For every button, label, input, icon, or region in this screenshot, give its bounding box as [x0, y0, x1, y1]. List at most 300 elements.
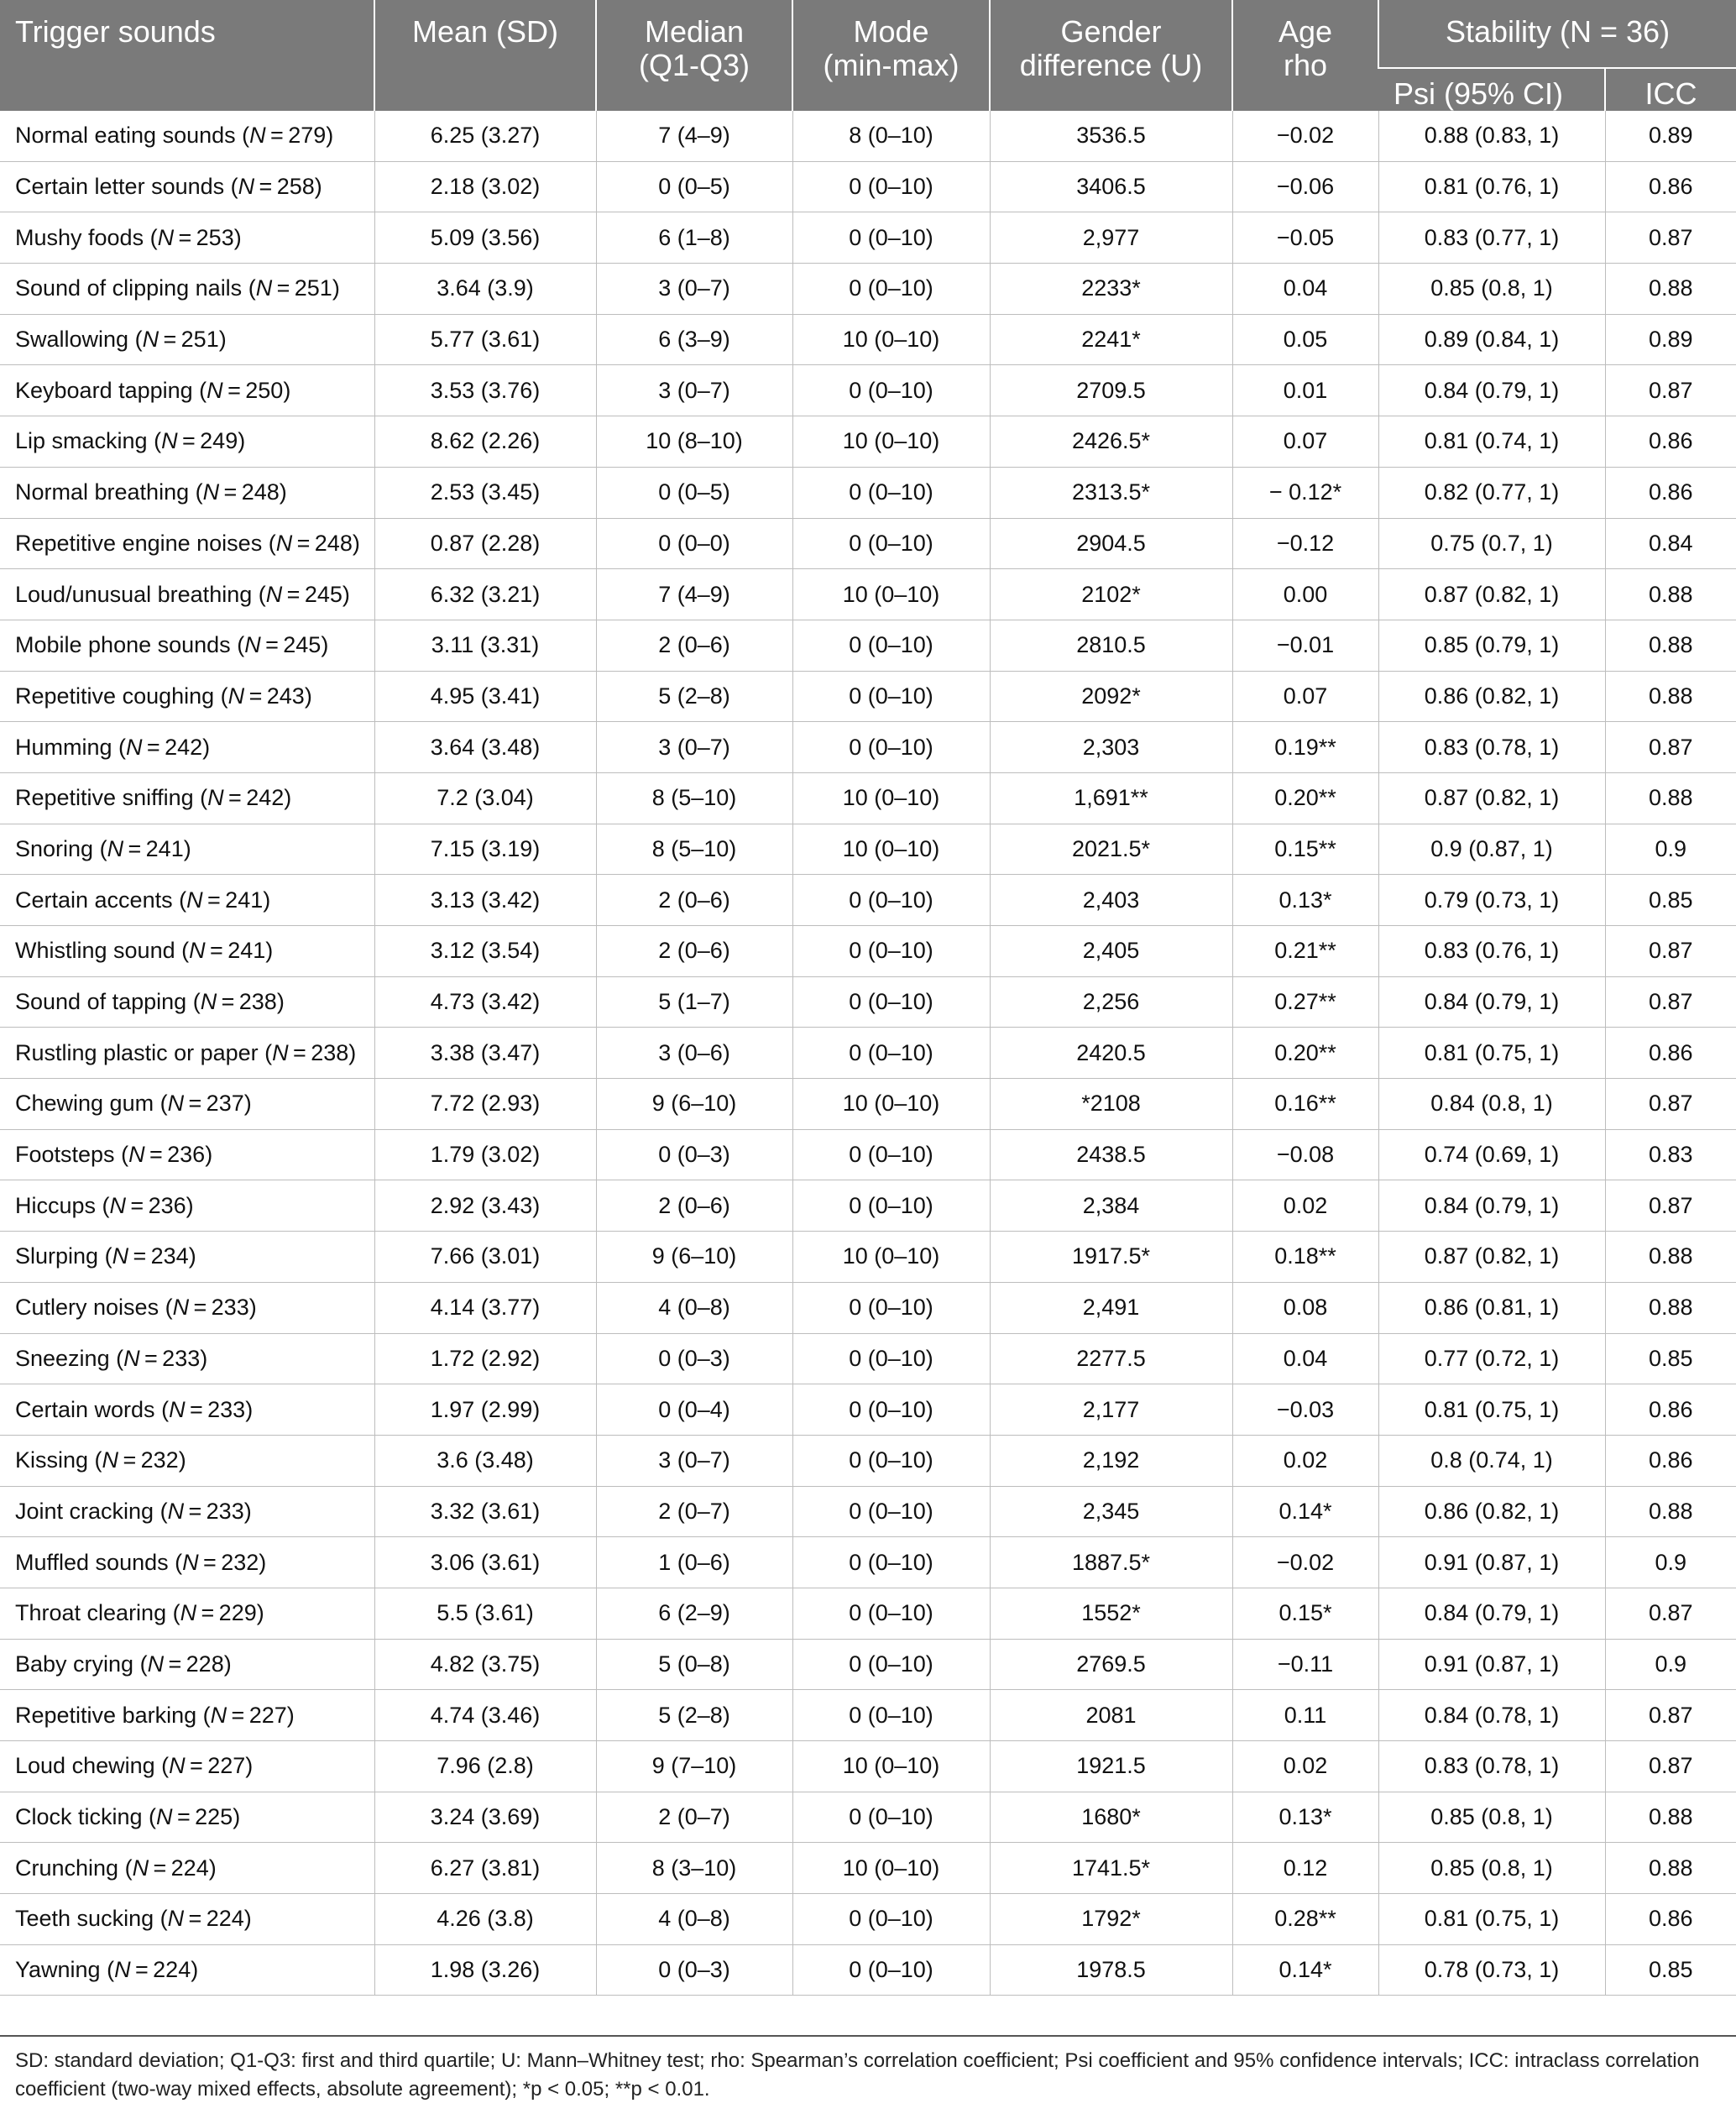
sample-size: 241: [225, 887, 264, 913]
cell-mean-sd: 4.95 (3.41): [374, 671, 596, 722]
table-row: [0, 1384, 1736, 1436]
cell-trigger-sound: Sound of tapping (N = 238): [0, 976, 374, 1028]
cell-mode: 0 (0–10): [792, 1588, 990, 1639]
cell-trigger-sound: Cutlery noises (N = 233): [0, 1282, 374, 1333]
cell-age-rho: −0.12: [1232, 518, 1378, 569]
cell-mean-sd: 7.15 (3.19): [374, 824, 596, 875]
cell-trigger-sound: Mobile phone sounds (N = 245): [0, 620, 374, 671]
cell-gender-difference: 2709.5: [990, 365, 1232, 416]
cell-mean-sd: 6.32 (3.21): [374, 569, 596, 620]
cell-age-rho: 0.08: [1232, 1282, 1378, 1333]
cell-icc: 0.87: [1605, 1690, 1736, 1741]
cell-mode: 10 (0–10): [792, 1079, 990, 1130]
sample-size: 234: [150, 1243, 189, 1269]
cell-median: 2 (0–7): [596, 1792, 792, 1843]
cell-gender-difference: 1,691**: [990, 772, 1232, 824]
cell-psi: 0.77 (0.72, 1): [1378, 1333, 1605, 1384]
cell-age-rho: 0.27**: [1232, 976, 1378, 1028]
table-row: [0, 467, 1736, 518]
cell-age-rho: 0.13*: [1232, 1792, 1378, 1843]
cell-median: 6 (2–9): [596, 1588, 792, 1639]
cell-psi: 0.84 (0.79, 1): [1378, 1588, 1605, 1639]
trigger-name: Certain words: [15, 1396, 155, 1422]
cell-mean-sd: 3.11 (3.31): [374, 620, 596, 671]
cell-gender-difference: 2241*: [990, 314, 1232, 365]
cell-mean-sd: 4.74 (3.46): [374, 1690, 596, 1741]
sample-size: 250: [245, 377, 284, 403]
cell-age-rho: 0.04: [1232, 264, 1378, 315]
sample-size: 224: [170, 1855, 209, 1881]
cell-mode: 0 (0–10): [792, 1639, 990, 1690]
cell-trigger-sound: Clock ticking (N = 225): [0, 1792, 374, 1843]
cell-gender-difference: 1887.5*: [990, 1537, 1232, 1588]
cell-trigger-sound: Repetitive coughing (N = 243): [0, 671, 374, 722]
cell-mode: 0 (0–10): [792, 365, 990, 416]
trigger-name: Slurping: [15, 1243, 99, 1269]
cell-icc: 0.87: [1605, 976, 1736, 1028]
trigger-name: Sneezing: [15, 1345, 110, 1371]
cell-age-rho: −0.02: [1232, 1537, 1378, 1588]
cell-icc: 0.87: [1605, 926, 1736, 977]
cell-icc: 0.87: [1605, 365, 1736, 416]
sample-size: 233: [207, 1396, 246, 1422]
sample-size: 242: [246, 785, 285, 811]
cell-median: 4 (0–8): [596, 1894, 792, 1945]
table-row: [0, 1639, 1736, 1690]
cell-mean-sd: 6.27 (3.81): [374, 1843, 596, 1894]
sample-size: 251: [294, 275, 332, 301]
sample-size: 251: [180, 327, 219, 353]
cell-psi: 0.9 (0.87, 1): [1378, 824, 1605, 875]
cell-trigger-sound: Humming (N = 242): [0, 722, 374, 773]
cell-median: 9 (6–10): [596, 1232, 792, 1283]
cell-icc: 0.89: [1605, 314, 1736, 365]
cell-median: 0 (0–3): [596, 1944, 792, 1996]
cell-median: 3 (0–7): [596, 264, 792, 315]
cell-psi: 0.75 (0.7, 1): [1378, 518, 1605, 569]
cell-psi: 0.81 (0.75, 1): [1378, 1028, 1605, 1079]
cell-trigger-sound: Kissing (N = 232): [0, 1435, 374, 1486]
cell-median: 3 (0–6): [596, 1028, 792, 1079]
sample-size: 233: [162, 1345, 201, 1371]
cell-psi: 0.81 (0.76, 1): [1378, 161, 1605, 212]
cell-psi: 0.84 (0.8, 1): [1378, 1079, 1605, 1130]
table-row: [0, 1282, 1736, 1333]
cell-gender-difference: 2313.5*: [990, 467, 1232, 518]
cell-median: 9 (7–10): [596, 1741, 792, 1792]
cell-mean-sd: 8.62 (2.26): [374, 416, 596, 468]
table-row: [0, 976, 1736, 1028]
table-row: [0, 416, 1736, 468]
cell-mean-sd: 2.18 (3.02): [374, 161, 596, 212]
cell-median: 0 (0–4): [596, 1384, 792, 1436]
cell-gender-difference: 2426.5*: [990, 416, 1232, 468]
cell-median: 8 (5–10): [596, 824, 792, 875]
cell-trigger-sound: Teeth sucking (N = 224): [0, 1894, 374, 1945]
trigger-name: Teeth sucking: [15, 1906, 154, 1932]
cell-age-rho: 0.02: [1232, 1741, 1378, 1792]
cell-mean-sd: 3.13 (3.42): [374, 875, 596, 926]
cell-icc: 0.88: [1605, 1282, 1736, 1333]
sample-size: 242: [165, 734, 203, 760]
cell-gender-difference: 2420.5: [990, 1028, 1232, 1079]
cell-mean-sd: 3.64 (3.9): [374, 264, 596, 315]
sample-size: 248: [314, 530, 353, 556]
cell-age-rho: 0.15*: [1232, 1588, 1378, 1639]
table-row: [0, 1588, 1736, 1639]
cell-icc: 0.86: [1605, 1028, 1736, 1079]
cell-gender-difference: 2081: [990, 1690, 1232, 1741]
cell-mean-sd: 1.72 (2.92): [374, 1333, 596, 1384]
cell-median: 5 (2–8): [596, 671, 792, 722]
cell-psi: 0.87 (0.82, 1): [1378, 772, 1605, 824]
cell-psi: 0.87 (0.82, 1): [1378, 569, 1605, 620]
cell-icc: 0.87: [1605, 1588, 1736, 1639]
cell-mode: 0 (0–10): [792, 722, 990, 773]
cell-trigger-sound: Repetitive sniffing (N = 242): [0, 772, 374, 824]
cell-mean-sd: 7.66 (3.01): [374, 1232, 596, 1283]
table-row: [0, 620, 1736, 671]
sample-size: 237: [206, 1091, 244, 1117]
cell-mean-sd: 7.96 (2.8): [374, 1741, 596, 1792]
cell-mean-sd: 0.87 (2.28): [374, 518, 596, 569]
cell-trigger-sound: Repetitive barking (N = 227): [0, 1690, 374, 1741]
cell-median: 7 (4–9): [596, 569, 792, 620]
sample-size: 228: [186, 1651, 224, 1677]
cell-age-rho: 0.20**: [1232, 1028, 1378, 1079]
sample-size: 232: [140, 1447, 179, 1473]
trigger-name: Loud chewing: [15, 1753, 155, 1779]
trigger-name: Humming: [15, 734, 112, 760]
sample-size: 227: [207, 1753, 246, 1779]
cell-gender-difference: 2810.5: [990, 620, 1232, 671]
table-row: [0, 1894, 1736, 1945]
cell-trigger-sound: Certain letter sounds (N = 258): [0, 161, 374, 212]
cell-mean-sd: 3.24 (3.69): [374, 1792, 596, 1843]
trigger-name: Repetitive engine noises: [15, 530, 263, 556]
cell-psi: 0.81 (0.74, 1): [1378, 416, 1605, 468]
cell-icc: 0.83: [1605, 1129, 1736, 1180]
cell-age-rho: 0.28**: [1232, 1894, 1378, 1945]
cell-mean-sd: 4.26 (3.8): [374, 1894, 596, 1945]
cell-trigger-sound: Sneezing (N = 233): [0, 1333, 374, 1384]
cell-icc: 0.85: [1605, 875, 1736, 926]
cell-mean-sd: 2.92 (3.43): [374, 1180, 596, 1232]
cell-median: 7 (4–9): [596, 111, 792, 161]
trigger-name: Swallowing: [15, 327, 129, 353]
trigger-name: Baby crying: [15, 1651, 134, 1677]
cell-trigger-sound: Footsteps (N = 236): [0, 1129, 374, 1180]
cell-age-rho: 0.11: [1232, 1690, 1378, 1741]
cell-median: 5 (2–8): [596, 1690, 792, 1741]
trigger-name: Loud/unusual breathing: [15, 581, 253, 607]
cell-gender-difference: 2,977: [990, 212, 1232, 264]
trigger-name: Hiccups: [15, 1192, 97, 1218]
cell-mean-sd: 3.53 (3.76): [374, 365, 596, 416]
cell-gender-difference: 1921.5: [990, 1741, 1232, 1792]
cell-age-rho: 0.14*: [1232, 1944, 1378, 1996]
trigger-name: Muffled sounds: [15, 1549, 169, 1575]
table-row: [0, 569, 1736, 620]
cell-mode: 10 (0–10): [792, 569, 990, 620]
trigger-name: Normal breathing: [15, 479, 190, 505]
table-row: [0, 1741, 1736, 1792]
sample-size: 225: [195, 1804, 233, 1830]
table-row: [0, 875, 1736, 926]
cell-trigger-sound: Sound of clipping nails (N = 251): [0, 264, 374, 315]
header-mode: Mode (min-max): [792, 0, 990, 111]
cell-mean-sd: 3.32 (3.61): [374, 1486, 596, 1537]
cell-trigger-sound: Lip smacking (N = 249): [0, 416, 374, 468]
cell-trigger-sound: Crunching (N = 224): [0, 1843, 374, 1894]
cell-icc: 0.86: [1605, 1384, 1736, 1436]
trigger-name: Keyboard tapping: [15, 377, 193, 403]
cell-median: 2 (0–6): [596, 926, 792, 977]
cell-gender-difference: 1978.5: [990, 1944, 1232, 1996]
table-row: [0, 518, 1736, 569]
cell-psi: 0.74 (0.69, 1): [1378, 1129, 1605, 1180]
cell-median: 2 (0–6): [596, 875, 792, 926]
cell-median: 4 (0–8): [596, 1282, 792, 1333]
cell-psi: 0.84 (0.78, 1): [1378, 1690, 1605, 1741]
cell-mode: 0 (0–10): [792, 1537, 990, 1588]
cell-gender-difference: 1917.5*: [990, 1232, 1232, 1283]
cell-mean-sd: 5.5 (3.61): [374, 1588, 596, 1639]
cell-trigger-sound: Muffled sounds (N = 232): [0, 1537, 374, 1588]
cell-icc: 0.88: [1605, 1843, 1736, 1894]
cell-psi: 0.82 (0.77, 1): [1378, 467, 1605, 518]
cell-age-rho: −0.03: [1232, 1384, 1378, 1436]
cell-mode: 0 (0–10): [792, 1944, 990, 1996]
cell-median: 1 (0–6): [596, 1537, 792, 1588]
cell-icc: 0.85: [1605, 1333, 1736, 1384]
cell-gender-difference: *2108: [990, 1079, 1232, 1130]
cell-trigger-sound: Keyboard tapping (N = 250): [0, 365, 374, 416]
cell-gender-difference: 1680*: [990, 1792, 1232, 1843]
table-row: [0, 1690, 1736, 1741]
table-row: [0, 365, 1736, 416]
cell-gender-difference: 2,384: [990, 1180, 1232, 1232]
cell-age-rho: 0.04: [1232, 1333, 1378, 1384]
cell-gender-difference: 2021.5*: [990, 824, 1232, 875]
trigger-name: Cutlery noises: [15, 1295, 159, 1321]
cell-age-rho: 0.15**: [1232, 824, 1378, 875]
table-row: [0, 1129, 1736, 1180]
cell-mode: 10 (0–10): [792, 1741, 990, 1792]
trigger-name: Certain accents: [15, 887, 173, 913]
cell-gender-difference: 2,256: [990, 976, 1232, 1028]
cell-icc: 0.86: [1605, 467, 1736, 518]
cell-median: 2 (0–6): [596, 620, 792, 671]
cell-icc: 0.87: [1605, 1180, 1736, 1232]
cell-trigger-sound: Rustling plastic or paper (N = 238): [0, 1028, 374, 1079]
cell-median: 2 (0–7): [596, 1486, 792, 1537]
cell-psi: 0.83 (0.77, 1): [1378, 212, 1605, 264]
header-psi: Psi (95% CI): [1378, 68, 1605, 111]
trigger-name: Footsteps: [15, 1142, 115, 1168]
cell-psi: 0.86 (0.81, 1): [1378, 1282, 1605, 1333]
cell-mean-sd: 7.72 (2.93): [374, 1079, 596, 1130]
sample-size: 224: [206, 1906, 244, 1932]
cell-trigger-sound: Mushy foods (N = 253): [0, 212, 374, 264]
trigger-name: Repetitive coughing: [15, 683, 215, 709]
trigger-name: Repetitive sniffing: [15, 785, 194, 811]
cell-icc: 0.86: [1605, 1894, 1736, 1945]
trigger-name: Clock ticking: [15, 1804, 143, 1830]
cell-gender-difference: 1741.5*: [990, 1843, 1232, 1894]
cell-trigger-sound: Normal breathing (N = 248): [0, 467, 374, 518]
cell-median: 3 (0–7): [596, 365, 792, 416]
cell-mode: 0 (0–10): [792, 926, 990, 977]
cell-gender-difference: 2102*: [990, 569, 1232, 620]
trigger-name: Normal eating sounds: [15, 123, 236, 149]
cell-mode: 0 (0–10): [792, 518, 990, 569]
trigger-name: Sound of clipping nails: [15, 275, 243, 301]
cell-mode: 0 (0–10): [792, 671, 990, 722]
cell-mode: 0 (0–10): [792, 467, 990, 518]
cell-trigger-sound: Whistling sound (N = 241): [0, 926, 374, 977]
table-row: [0, 1333, 1736, 1384]
cell-trigger-sound: Slurping (N = 234): [0, 1232, 374, 1283]
sample-size: 245: [304, 581, 342, 607]
cell-mean-sd: 6.25 (3.27): [374, 111, 596, 161]
table-row: [0, 1232, 1736, 1283]
cell-median: 10 (8–10): [596, 416, 792, 468]
cell-age-rho: 0.20**: [1232, 772, 1378, 824]
cell-mode: 0 (0–10): [792, 1129, 990, 1180]
cell-age-rho: 0.13*: [1232, 875, 1378, 926]
cell-gender-difference: 3536.5: [990, 111, 1232, 161]
table-row: [0, 1435, 1736, 1486]
cell-median: 2 (0–6): [596, 1180, 792, 1232]
cell-age-rho: 0.07: [1232, 416, 1378, 468]
cell-mode: 0 (0–10): [792, 212, 990, 264]
cell-mode: 0 (0–10): [792, 875, 990, 926]
cell-age-rho: −0.05: [1232, 212, 1378, 264]
cell-icc: 0.87: [1605, 722, 1736, 773]
cell-age-rho: −0.11: [1232, 1639, 1378, 1690]
cell-gender-difference: 2092*: [990, 671, 1232, 722]
cell-trigger-sound: Repetitive engine noises (N = 248): [0, 518, 374, 569]
cell-mean-sd: 5.77 (3.61): [374, 314, 596, 365]
cell-trigger-sound: Throat clearing (N = 229): [0, 1588, 374, 1639]
cell-mean-sd: 3.12 (3.54): [374, 926, 596, 977]
cell-mean-sd: 3.38 (3.47): [374, 1028, 596, 1079]
cell-icc: 0.86: [1605, 1435, 1736, 1486]
sample-size: 233: [206, 1498, 244, 1524]
cell-mode: 0 (0–10): [792, 264, 990, 315]
trigger-name: Certain letter sounds: [15, 174, 225, 200]
cell-psi: 0.79 (0.73, 1): [1378, 875, 1605, 926]
cell-age-rho: − 0.12*: [1232, 467, 1378, 518]
cell-mode: 0 (0–10): [792, 1894, 990, 1945]
cell-mean-sd: 4.73 (3.42): [374, 976, 596, 1028]
cell-mode: 10 (0–10): [792, 416, 990, 468]
cell-icc: 0.88: [1605, 1792, 1736, 1843]
cell-median: 9 (6–10): [596, 1079, 792, 1130]
sample-size: 258: [276, 174, 315, 200]
cell-trigger-sound: Yawning (N = 224): [0, 1944, 374, 1996]
cell-median: 8 (3–10): [596, 1843, 792, 1894]
trigger-name: Rustling plastic or paper: [15, 1039, 259, 1065]
cell-gender-difference: 1792*: [990, 1894, 1232, 1945]
cell-median: 3 (0–7): [596, 722, 792, 773]
cell-icc: 0.88: [1605, 1232, 1736, 1283]
cell-psi: 0.83 (0.76, 1): [1378, 926, 1605, 977]
cell-icc: 0.87: [1605, 1079, 1736, 1130]
cell-median: 8 (5–10): [596, 772, 792, 824]
sample-size: 238: [238, 989, 277, 1015]
cell-psi: 0.81 (0.75, 1): [1378, 1894, 1605, 1945]
cell-psi: 0.86 (0.82, 1): [1378, 1486, 1605, 1537]
cell-psi: 0.83 (0.78, 1): [1378, 722, 1605, 773]
table-row: [0, 1180, 1736, 1232]
cell-mean-sd: 7.2 (3.04): [374, 772, 596, 824]
cell-mode: 0 (0–10): [792, 1792, 990, 1843]
trigger-name: Snoring: [15, 835, 94, 861]
header-stability: Stability (N = 36): [1378, 0, 1736, 68]
cell-mean-sd: 3.06 (3.61): [374, 1537, 596, 1588]
cell-icc: 0.88: [1605, 264, 1736, 315]
sample-size: 227: [248, 1702, 287, 1728]
cell-mean-sd: 1.98 (3.26): [374, 1944, 596, 1996]
cell-gender-difference: 2,303: [990, 722, 1232, 773]
cell-gender-difference: 2277.5: [990, 1333, 1232, 1384]
cell-gender-difference: 2904.5: [990, 518, 1232, 569]
sample-size: 241: [145, 835, 184, 861]
sample-size: 224: [153, 1957, 191, 1983]
trigger-name: Lip smacking: [15, 428, 148, 454]
table-row: [0, 161, 1736, 212]
trigger-name: Crunching: [15, 1855, 119, 1881]
cell-age-rho: −0.01: [1232, 620, 1378, 671]
cell-trigger-sound: Loud chewing (N = 227): [0, 1741, 374, 1792]
cell-mode: 0 (0–10): [792, 1384, 990, 1436]
header-age-rho: Age rho: [1232, 0, 1378, 111]
cell-median: 0 (0–5): [596, 467, 792, 518]
trigger-name: Sound of tapping: [15, 989, 187, 1015]
cell-icc: 0.9: [1605, 1537, 1736, 1588]
cell-icc: 0.85: [1605, 1944, 1736, 1996]
cell-median: 6 (1–8): [596, 212, 792, 264]
sample-size: 232: [221, 1549, 259, 1575]
cell-mean-sd: 3.6 (3.48): [374, 1435, 596, 1486]
cell-icc: 0.88: [1605, 569, 1736, 620]
cell-psi: 0.85 (0.8, 1): [1378, 1843, 1605, 1894]
cell-median: 6 (3–9): [596, 314, 792, 365]
cell-psi: 0.84 (0.79, 1): [1378, 365, 1605, 416]
cell-icc: 0.86: [1605, 161, 1736, 212]
cell-psi: 0.83 (0.78, 1): [1378, 1741, 1605, 1792]
cell-mode: 0 (0–10): [792, 1180, 990, 1232]
cell-gender-difference: 2233*: [990, 264, 1232, 315]
cell-icc: 0.9: [1605, 1639, 1736, 1690]
sample-size: 279: [288, 123, 327, 149]
cell-mode: 0 (0–10): [792, 161, 990, 212]
cell-age-rho: 0.14*: [1232, 1486, 1378, 1537]
table-row: [0, 1028, 1736, 1079]
cell-age-rho: −0.06: [1232, 161, 1378, 212]
cell-trigger-sound: Swallowing (N = 251): [0, 314, 374, 365]
table-header: [0, 0, 1736, 111]
table-row: [0, 111, 1736, 161]
table-row: [0, 264, 1736, 315]
cell-psi: 0.85 (0.8, 1): [1378, 264, 1605, 315]
cell-mode: 10 (0–10): [792, 1232, 990, 1283]
sample-size: 245: [283, 632, 322, 658]
cell-icc: 0.88: [1605, 772, 1736, 824]
cell-trigger-sound: Hiccups (N = 236): [0, 1180, 374, 1232]
